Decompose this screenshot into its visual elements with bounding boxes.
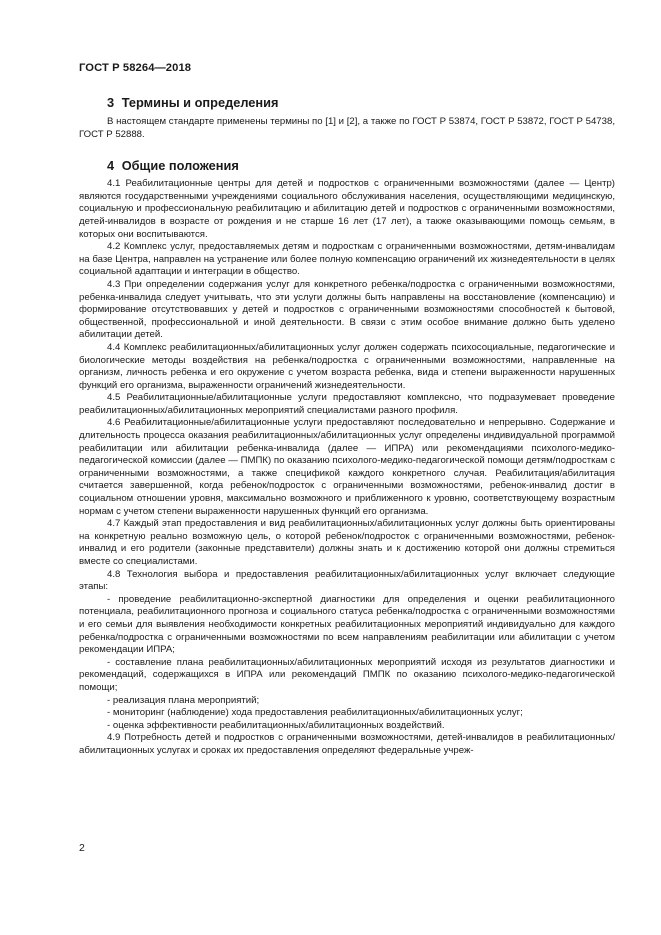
section-4-heading (79, 158, 615, 174)
paragraph-4-8: 4.8 Технология выбора и предоставления реабилитационных/абилитационных услуг включает следующие этапы: (79, 568, 615, 593)
paragraph-4-9: 4.9 Потребность детей и подростков с ограниченными возможностями, детей-инвалидов в реабилитационных/абилитационных услугах и сроках их предоставления определяют федеральные учреж- (79, 732, 615, 756)
list-item-plan: - составление плана реабилитационных/абилитационных мероприятий исходя из результатов диагностики и рекомендаций, содержащихся в ИПРА или рекомендаций ПМПК по оказанию психолого-медико-педагогической помощи; (79, 656, 615, 693)
paragraph-4-2: 4.2 Комплекс услуг, предоставляемых детям и подросткам с ограниченными возможностями, детям-инвалидам на базе Центра, направлен на устранение или более полную компенсацию ограничений их жизнедеятельности в целях социальной адаптации и интеграции в общество. (79, 241, 615, 278)
page-content (79, 95, 615, 758)
list-item-diagnostics: - проведение реабилитационно-экспертной диагностики для определения и оценки реабилитационного потенциала, реабилитационного прогноза и социального статуса ребенка/подростка с ограниченными возможностями и его семьи для выявления необходимости конкретных реабилитационных мероприятий индивидуально для каждого ребенка/подростка с ограниченными возможностями по всем направлениям реабилитации или абилитации с учетом рекомендации ИПРА; (79, 593, 615, 656)
section-4-number: 4 (107, 158, 115, 174)
list-item-evaluation: - оценка эффективности реабилитационных/абилитационных воздействий. (107, 719, 445, 731)
page-number: 2 (79, 842, 85, 854)
section-3-heading (79, 95, 615, 111)
paragraph-4-4: 4.4 Комплекс реабилитационных/абилитационных услуг должен содержать психосоциальные, педагогические и биологические методы воздействия на ребенка/подростка с ограниченными возможностями, направленные на организм, личность ребенка и его окружение с учетом возраста ребенка, вида и степени выраженности нарушенных функций его организма, выраженности ограничений жизнедеятельности. (79, 341, 615, 391)
document-header: ГОСТ Р 58264—2018 (79, 62, 192, 74)
section-4-title: Общие положения (121, 158, 239, 174)
paragraph-4-5: 4.5 Реабилитационные/абилитационные услуги предоставляют комплексно, что подразумевает проведение реабилитационных/абилитационных мероприятий специалистами разного профиля. (79, 392, 615, 416)
paragraph-4-7: 4.7 Каждый этап предоставления и вид реабилитационных/абилитационных услуг должны быть ориентированы на конкретную реально возможную цель, о которой ребенок/подросток с ограниченными возможностями, ребенок-инвалид и его родители (законные представители) должны знать и к достижению которой они должны стремиться вместе со специалистами. (79, 518, 615, 567)
paragraph-4-3: 4.3 При определении содержания услуг для конкретного ребенка/подростка с ограниченными возможностями, ребенка-инвалида следует учитывать, что эти услуги должны быть направлены на восстановление (компенсацию) и формирование отсутствовавших у детей и подростков с ограниченными возможностями способностей к бытовой, общественной, профессиональной и иной деятельности. В связи с этим особое внимание должно быть уделено абилитации детей. (79, 278, 615, 341)
section-3-number: 3 (107, 95, 115, 110)
section-3-body: В настоящем стандарте применены термины по [1] и [2], а также по ГОСТ Р 53874, ГОСТ Р 53872, ГОСТ Р 54738, ГОСТ Р 52888. (79, 116, 615, 140)
list-item-monitoring: - мониторинг (наблюдение) хода предоставления реабилитационных/абилитационных услуг; (107, 707, 523, 719)
paragraph-4-6: 4.6 Реабилитационные/абилитационные услуги предоставляют последовательно и непрерывно. Содержание и длительность процесса оказания реабилитационных/абилитационных услуг определены индивидуальной программой реабилитации или абилитации ребенка-инвалида (далее — ИПРА) или рекомендациями психолого-медико-педагогической комиссии (далее — ПМПК) по оказанию психолого-медико-педагогической помощи детям/подросткам с ограниченными возможностями, а также спецификой каждого конкретного случая. Реабилитация/абилитация считается завершенной, когда ребенок/подросток с ограниченными возможностями, ребенок-инвалид достиг в социальном отношении уровня, максимально возможного и приближенного к уровню, соответствующему возрастным нормам с учетом степени выраженности нарушенных функций его организма. (79, 417, 615, 517)
list-item-implementation: - реализация плана мероприятий; (107, 694, 260, 706)
section-3-title: Термины и определения (121, 95, 279, 110)
paragraph-4-1: 4.1 Реабилитационные центры для детей и подростков с ограниченными возможностями (далее — Центр) являются государственными учреждениями социального обслуживания населения, осуществляющими медицинскую, социальную и профессиональную реабилитацию и абилитацию детей и подростков с ограниченными возможностями, детей-инвалидов в возрасте от рождения и не старше 16 лет (17 лет), а также оказывающими помощь семьям, в которых они воспитываются. (79, 178, 615, 240)
